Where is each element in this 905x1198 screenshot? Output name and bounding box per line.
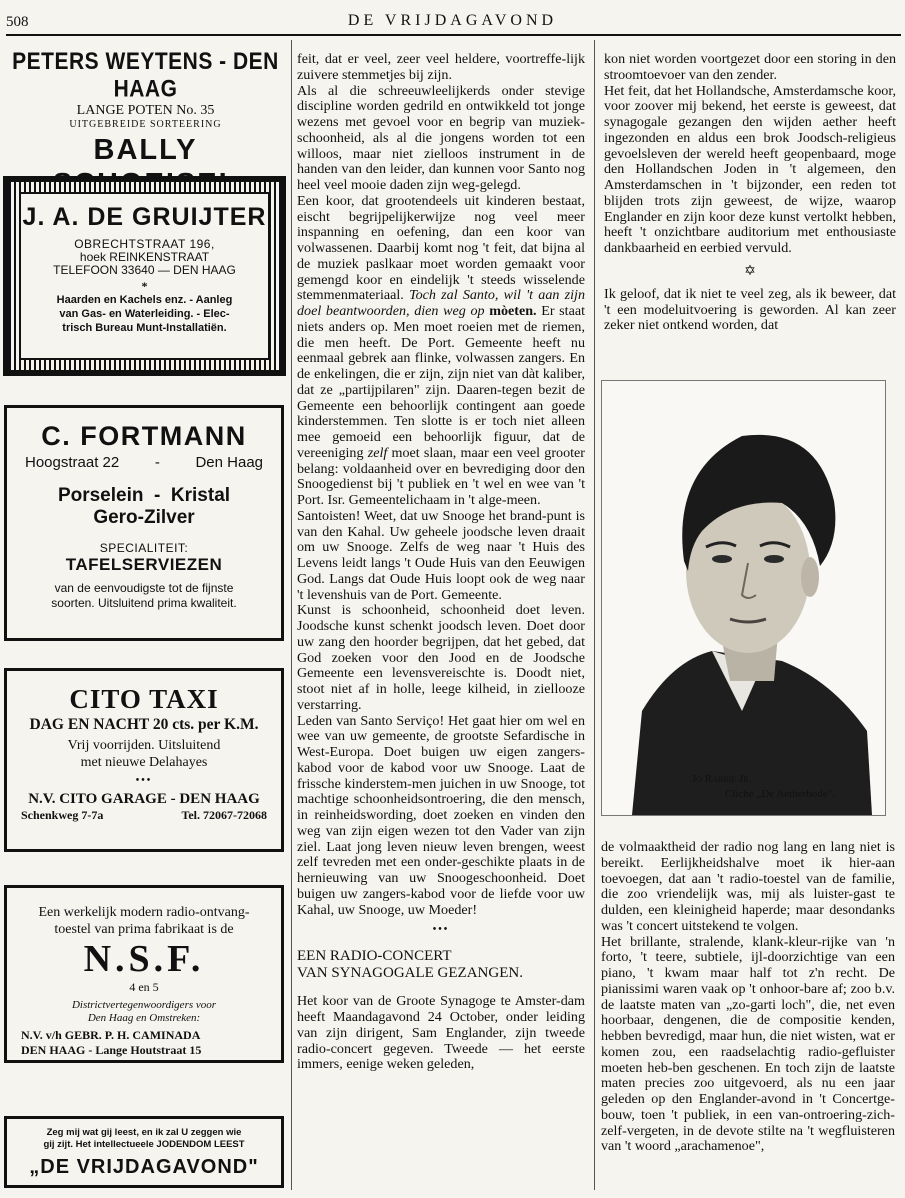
- ad-gruijter-desc1: Haarden en Kachels enz. - Aanleg: [56, 294, 233, 306]
- ad-vrijdag-line1: Zeg mij wat gij leest, en ik zal U zeggen wie: [46, 1127, 242, 1138]
- ad-cito-dots: •••: [135, 775, 153, 786]
- ad-nsf-street: - Lange Houtstraat 15: [88, 1043, 202, 1057]
- ad-gruijter-address1: OBRECHTSTRAAT 196,: [74, 237, 215, 251]
- col3-paragraph: kon niet worden voortgezet door een storing in den stroomtoevoer van den zender.: [604, 51, 896, 83]
- ad-vrijdag-line2: gij zijt. Het intellectueele JODENDOM LEEST: [43, 1139, 245, 1150]
- ad-nsf-city: DEN HAAG: [21, 1043, 86, 1057]
- col2-italic-text: Toch zal Santo, wil 't aan zijn doel beantwoorden, dien weg op: [297, 287, 585, 319]
- col3-paragraph: Ik geloof, dat ik niet te veel zeg, als ik beweer, dat 't een modeluitvoering is geworden. Al kan zeer zeker niet ontkend worden, dat: [604, 285, 896, 334]
- page-title: DE VRIJDAGAVOND: [347, 12, 558, 29]
- ad-fortmann-product: TAFELSERVIEZEN: [65, 555, 223, 574]
- col2-paragraph: Leden van Santo Serviço! Het gaat hier om wel en wee van uw gemeente, de grootste Sefardische in West-Europa. Doet buigen uw eigen zangers-kabod voor de kabod voor uw Snooge. Laat de frissche kinderstem-men juichen in uw Snooge, tot machtige schoonheidsontroering, die den mensch, in reinheidswording, doet zoeken en vinden den weg van zijn eigen wezen tot den Vader van zijn ziel. Laat jong leven nieuw leven brengen, weest zelf tevreden met een onder-geschikte plaats in de hernieuwing van uw Snoogeschoonheid. Doet buigen uw zangers-kabod voor de liefde voor uw Kahal, uw Snooge, uw Moeder!: [297, 712, 585, 918]
- ad-cito-free2: met nieuwe Delahayes: [80, 755, 208, 770]
- col2-paragraph: feit, dat er veel, zeer veel heldere, voortreffe-lijk zuivere stemmetjes bij zijn.: [297, 51, 585, 83]
- ad-fortmann-spec: SPECIALITEIT:: [99, 541, 189, 555]
- ad-fortmann-dash: -: [154, 454, 160, 471]
- ad-vrijdagavond: [4, 1116, 284, 1188]
- ad-peters-tagline: UITGEBREIDE SORTEERING: [69, 119, 222, 130]
- column-divider-2: [594, 40, 595, 1190]
- col3-paragraph: Het brillante, stralende, klank-kleur-rijke van 'n forto, 't teere, subtiele, ijl-doorzichtige van een piano, 't kwam maar half tot z'n recht. De pianissimi waren vaak op 't onhoor-bare af; zoo b.v. de laatste maten van „zo-garti loch", die, net even hoorbaar, dengenen, die de compositie kenden, hebben bevredigd, maar hun, die niet wisten, wat er komen zou, een raadselachtig radio-gefluister moeten heb-ben geschenen. En toch zijn de laatste maten precies zoo uitgevoerd, als nu een jaar geleden op den Englander-avond in 't Concertge-bouw, toen 't publiek, in een van-ontroering-zich-zelf-vergeten, in de devote stilte na 't wegfluisteren van 't woord „arachamenoe",: [601, 933, 895, 1155]
- ad-gruijter-desc2: van Gas- en Waterleiding. - Elec-: [59, 308, 230, 320]
- ad-cito-tel: Tel. 72067-72068: [181, 808, 267, 822]
- ad-nsf: [4, 885, 284, 1063]
- ad-gruijter-star: *: [141, 279, 148, 293]
- ad-cito-contact-row: [7, 808, 281, 823]
- ad-peters-name: PETERS WEYTENS - DEN HAAG: [12, 48, 279, 103]
- page-number: 508: [6, 14, 29, 30]
- ad-fortmann-desc1: van de eenvoudigste tot de fijnste: [54, 581, 234, 595]
- ad-cito-rate: DAG EN NACHT 20 cts. per K.M.: [29, 716, 259, 733]
- article-column-3-top: [604, 52, 896, 334]
- ad-peters-address: LANGE POTEN No. 35: [76, 103, 215, 118]
- col2-text: moet slaan, maar een veel grooter belang: voldaanheid over en bevrediging door den Snoogedienst bij 't publiek en 't wel en wee van 't Port. Isr. Gemeentelichaam in 't alge-meen.: [297, 444, 585, 508]
- ad-cito-street: Schenkweg 7-7a: [21, 808, 104, 822]
- article-column-3-bottom: [601, 840, 895, 1155]
- portrait-illustration: [602, 381, 885, 815]
- ad-nsf-address-row: [7, 1043, 281, 1058]
- col3-paragraph: de volmaaktheid der radio nog lang en lang niet is bereikt. Eerlijkheidshalve moet ik hier-aan toevoegen, dat aan 't radio-toestel van de familie, die zoo vriendelijk was, mij als luister-gast te dulden, een kleinigheid haperde; maar desondanks was 't concert uitstekend te volgen.: [601, 839, 895, 934]
- col2-bold-text: mòeten.: [489, 303, 537, 319]
- col2-paragraph: Als al die schreeuwleelijkerds onder stevige discipline worden gedrild en ontwikkeld tot jonge wezens met gevoel voor en begrip van muziek-schoonheid, als al die jongens worden tot een willoos, maar niet zielloos instrument in de handen van den leider, dan kunnen voor Santo nog heel veel mooie daden zijn weg-gelegd.: [297, 82, 585, 193]
- col2-paragraph: Kunst is schoonheid, schoonheid doet leven. Joodsche kunst schenkt joodsch leven. Doet door uw zang den hoorder begrijpen, dat het gebed, dat God zoeken voor den Jood en de Joodsche Gemeente een levensvereischte is. Doodt niet, stoot niet af in holle, leege kilheid, in ziellooze verstarring.: [297, 602, 585, 713]
- photo-caption-name: Jo Rabbie Jr.: [692, 773, 752, 785]
- ad-cito-garage: N.V. CITO GARAGE - DEN HAAG: [28, 791, 260, 807]
- ad-cito-taxi: [4, 668, 284, 852]
- ad-gruijter-desc3: trisch Bureau Munt-Installatiën.: [62, 322, 227, 334]
- col2-text: Een koor, dat grootendeels uit kinderen bestaat, eischt begrijpelijkerwijze nog veel meer inspanning en oefening, dan een koor van volwassenen. Daarbij komt nog 't feit, dat bijna al de muziek paslkaar moet worden gemaakt voor gemengd koor en eindelijk 't steeds wisselende stemmenmateriaal.: [297, 192, 585, 304]
- col2-heading2: VAN SYNAGOGALE GEZANGEN.: [297, 965, 523, 982]
- column-divider-1: [291, 40, 292, 1190]
- ad-cito-free1: Vrij voorrijden. Uitsluitend: [67, 738, 221, 753]
- ad-vrijdag-title: „DE VRIJDAGAVOND": [29, 1156, 259, 1178]
- ad-gruijter-address2: hoek REINKENSTRAAT: [79, 250, 210, 264]
- ad-gruijter-name: J. A. DE GRUIJTER: [22, 203, 267, 231]
- ad-fortmann-city: Den Haag: [195, 454, 263, 471]
- ad-nsf-brand: N.S.F.: [83, 938, 205, 980]
- photo-caption-credit: Cliché „De Aetherbode".: [725, 788, 835, 800]
- ad-gruijter-phone: TELEFOON 33640 — DEN HAAG: [53, 263, 236, 277]
- col2-heading1: EEN RADIO-CONCERT: [297, 948, 452, 965]
- ad-fortmann-desc2: soorten. Uitsluitend prima kwaliteit.: [51, 596, 237, 610]
- photo-portrait: [601, 380, 886, 816]
- col3-paragraph: Het feit, dat het Hollandsche, Amsterdamsche koor, voor zoover mij bekend, het eerste is geweest, dat synagogale gezangen den wijden aether heeft ingezonden en aldus een brok Joodsch-religieus gevoelsleven der wereld heeft geopenbaard, moge den Hollandschen Joden in 't algemeen, den Amsterdamschen in 't bijzonder, een reden tot blijden trots zijn geweest, de wijze, waarop Englander en zijn koor deze kunst vertolkt hebben, heeft 't onzichtbare auditorium met enthousiaste dankbaarheid en eerbied vervuld.: [604, 82, 896, 256]
- ad-nsf-intro1: Een werkelijk modern radio-ontvang-: [38, 905, 250, 920]
- header-rule: [6, 34, 901, 36]
- ad-cito-name: CITO TAXI: [69, 684, 219, 714]
- ad-nsf-company: N.V. v/h GEBR. P. H. CAMINADA: [21, 1028, 201, 1042]
- col2-paragraph: Het koor van de Groote Synagoge te Amster-dam heeft Maandagavond 24 October, onder leiding van zijn dirigent, Sam Englander, zijn tweede radio-concert gegeven. Tweede — het eerste immers, eenige weken geleden,: [297, 993, 585, 1073]
- ad-peters-product: BALLY: [93, 134, 198, 166]
- ad-fortmann-name: C. FORTMANN: [41, 421, 247, 451]
- ad-gruijter: [19, 192, 270, 360]
- ad-nsf-models: 4 en 5: [129, 980, 159, 994]
- ad-fortmann-address-row: [7, 454, 281, 471]
- col2-paragraph: Santoisten! Weet, dat uw Snooge het brand-punt is van den Kahal. Uw geheele joodsche leven draait om uw Snooge. Zelfs de weg naar 't Huis des Levens leidt langs 't Oude Huis van den Eeuwigen God. Langs dat Oude Huis loopt ook de weg naar 't levenshuis van de Port. Gemeente.: [297, 507, 585, 603]
- ad-nsf-intro2: toestel van prima fabrikaat is de: [54, 922, 234, 937]
- col2-italic-text: zelf: [367, 444, 388, 461]
- ad-fortmann: [4, 405, 284, 641]
- ad-nsf-dist1: Districtvertegenwoordigers voor: [71, 999, 217, 1011]
- col2-paragraph: [297, 194, 585, 509]
- star-of-david-ornament: ✡: [744, 263, 756, 279]
- col2-dots: •••: [432, 924, 450, 936]
- ad-fortmann-address: Hoogstraat 22: [25, 454, 120, 471]
- ad-fortmann-line2: Gero-Zilver: [93, 507, 195, 528]
- article-column-2: [297, 52, 585, 1073]
- ad-fortmann-line1: Porselein - Kristal: [57, 485, 231, 506]
- ad-gruijter-frame: [3, 176, 286, 376]
- col2-text: Er staat niets anders op. Men moet roeien met de riemen, die men heeft. De Port. Gemeente heeft nu eenmaal gebrek aan flinke, volwassen zangers. En de enkelingen, die er zijn, zijn niet van dàt kaliber, dat ze „partijpilaren" zijn. Daaren-tegen bezit de Gemeente een behoorlijk contingent aan goede kinderstemmen. Ten slotte is er toch niet alleen mee gemoeid een behoorlijk figuur, dat de vereeniging: [297, 303, 586, 461]
- ad-nsf-dist2: Den Haag en Omstreken:: [87, 1012, 201, 1024]
